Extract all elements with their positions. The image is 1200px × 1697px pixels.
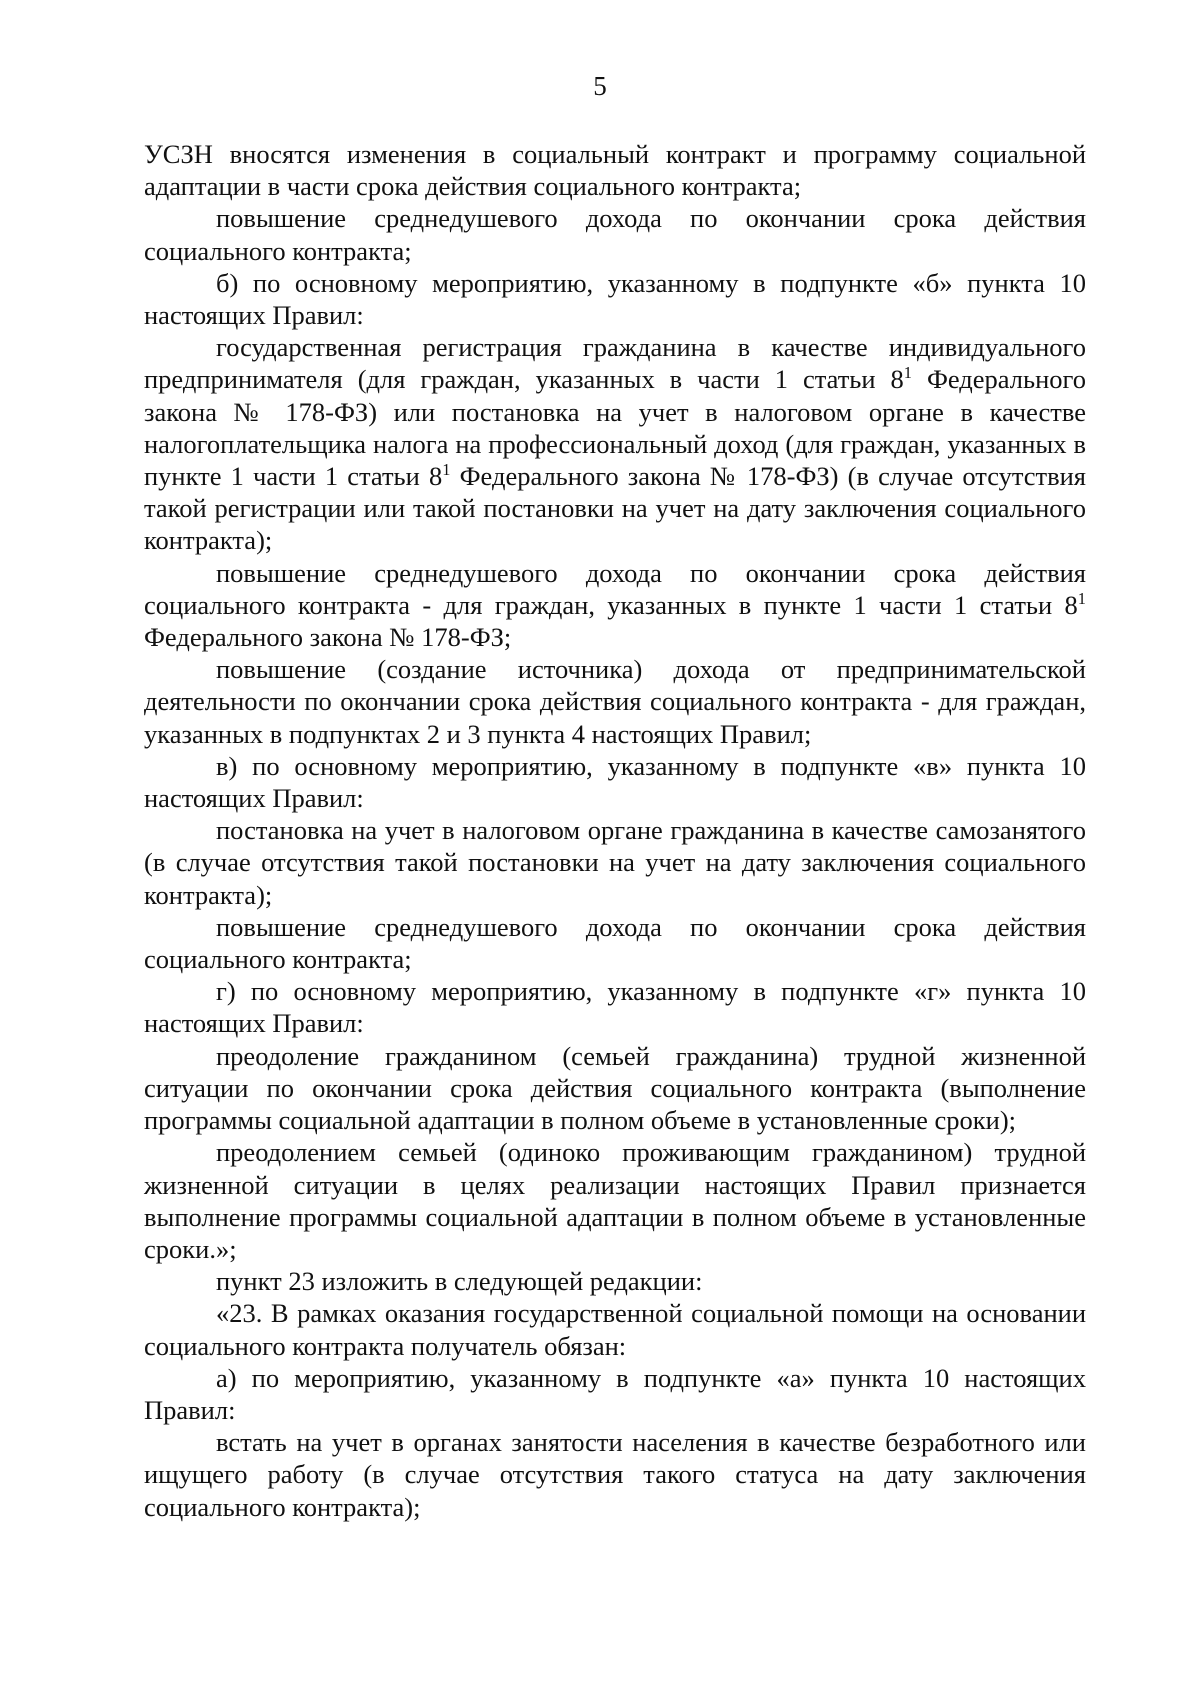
- paragraph: [144, 750, 1086, 814]
- paragraph: [144, 1426, 1086, 1523]
- paragraph: [144, 653, 1086, 750]
- paragraph-text: государственная регистрация гражданина в качестве индивидуального предпринимателя (для граждан, указанных в части 1 статьи 8: [144, 332, 1086, 395]
- paragraph-text: пункт 23 изложить в следующей редакции:: [216, 1266, 703, 1297]
- paragraph: [144, 1297, 1086, 1361]
- paragraph-text: г) по основному мероприятию, указанному в подпункте «г» пункта 10 настоящих Правил:: [144, 976, 1086, 1039]
- paragraph-text: повышение среднедушевого дохода по окончании срока действия социального контракта;: [144, 911, 1086, 975]
- paragraph-text: Федерального закона № 178-ФЗ) или постановка на учет в налоговом органе в качестве налогоплательщика налога на профессиональный доход (для граждан, указанных в пункте 1 части 1 статьи 8: [144, 364, 1086, 492]
- paragraph-text: Федерального закона № 178-ФЗ;: [144, 622, 512, 653]
- paragraph-text: Федерального закона № 178-ФЗ) (в случае отсутствия такой регистрации или такой постановки на учет на дату заключения социального контракта);: [144, 461, 1086, 556]
- paragraph-text: встать на учет в органах занятости населения в качестве безработного или ищущего работу (в случае отсутствия такого статуса на дату заключения социального контракта);: [144, 1427, 1086, 1522]
- paragraph-text: «23. В рамках оказания государственной социальной помощи на основании социального контракта получатель обязан:: [144, 1298, 1086, 1361]
- paragraph: [144, 557, 1086, 654]
- paragraph-text: преодоление гражданином (семьей гражданина) трудной жизненной ситуации по окончании срока действия социального контракта (выполнение программы социальной адаптации в полном объеме в установленные сроки);: [144, 1040, 1086, 1136]
- paragraph: [144, 911, 1086, 975]
- paragraph-text: УСЗН вносятся изменения в социальный контракт и программу социальной адаптации в части срока действия социального контракта;: [144, 139, 1086, 202]
- paragraph-text: а) по мероприятию, указанному в подпункте «а» пункта 10 настоящих Правил:: [144, 1362, 1086, 1425]
- paragraph-text: преодолением семьей (одиноко проживающим гражданином) трудной жизненной ситуации в целях реализации настоящих Правил признается выполнение программы социальной адаптации в полном объеме в установленные сроки.»;: [144, 1137, 1086, 1264]
- superscript: 1: [442, 459, 451, 479]
- paragraph: [144, 1362, 1086, 1426]
- paragraph-text: повышение среднедушевого дохода по окончании срока действия социального контракта;: [144, 203, 1086, 266]
- paragraph: [144, 202, 1086, 266]
- paragraph: [144, 331, 1086, 556]
- paragraph: [144, 138, 1086, 202]
- paragraph-text: постановка на учет в налоговом органе гражданина в качестве самозанятого (в случае отсутствия такой постановки на учет на дату заключения социального контракта);: [144, 815, 1086, 910]
- paragraph: [144, 814, 1086, 911]
- paragraph: [144, 1265, 1086, 1297]
- superscript: 1: [1077, 588, 1086, 608]
- paragraph: [144, 267, 1086, 331]
- page-number: 5: [593, 71, 607, 101]
- paragraph-text: повышение (создание источника) дохода от предпринимательской деятельности по окончании срока действия социального контракта - для граждан, указанных в подпунктах 2 и 3 пункта 4 настоящих Правил;: [144, 654, 1086, 749]
- superscript: 1: [903, 363, 912, 383]
- paragraph: [144, 1136, 1086, 1265]
- document-body: [144, 138, 1086, 1523]
- paragraph-text: б) по основному мероприятию, указанному в подпункте «б» пункта 10 настоящих Правил:: [144, 267, 1086, 331]
- paragraph: [144, 1040, 1086, 1137]
- paragraph-text: повышение среднедушевого дохода по окончании срока действия социального контракта - для граждан, указанных в пункте 1 части 1 статьи 8: [144, 557, 1086, 620]
- paragraph: [144, 975, 1086, 1039]
- paragraph-text: в) по основному мероприятию, указанному в подпункте «в» пункта 10 настоящих Правил:: [144, 750, 1086, 814]
